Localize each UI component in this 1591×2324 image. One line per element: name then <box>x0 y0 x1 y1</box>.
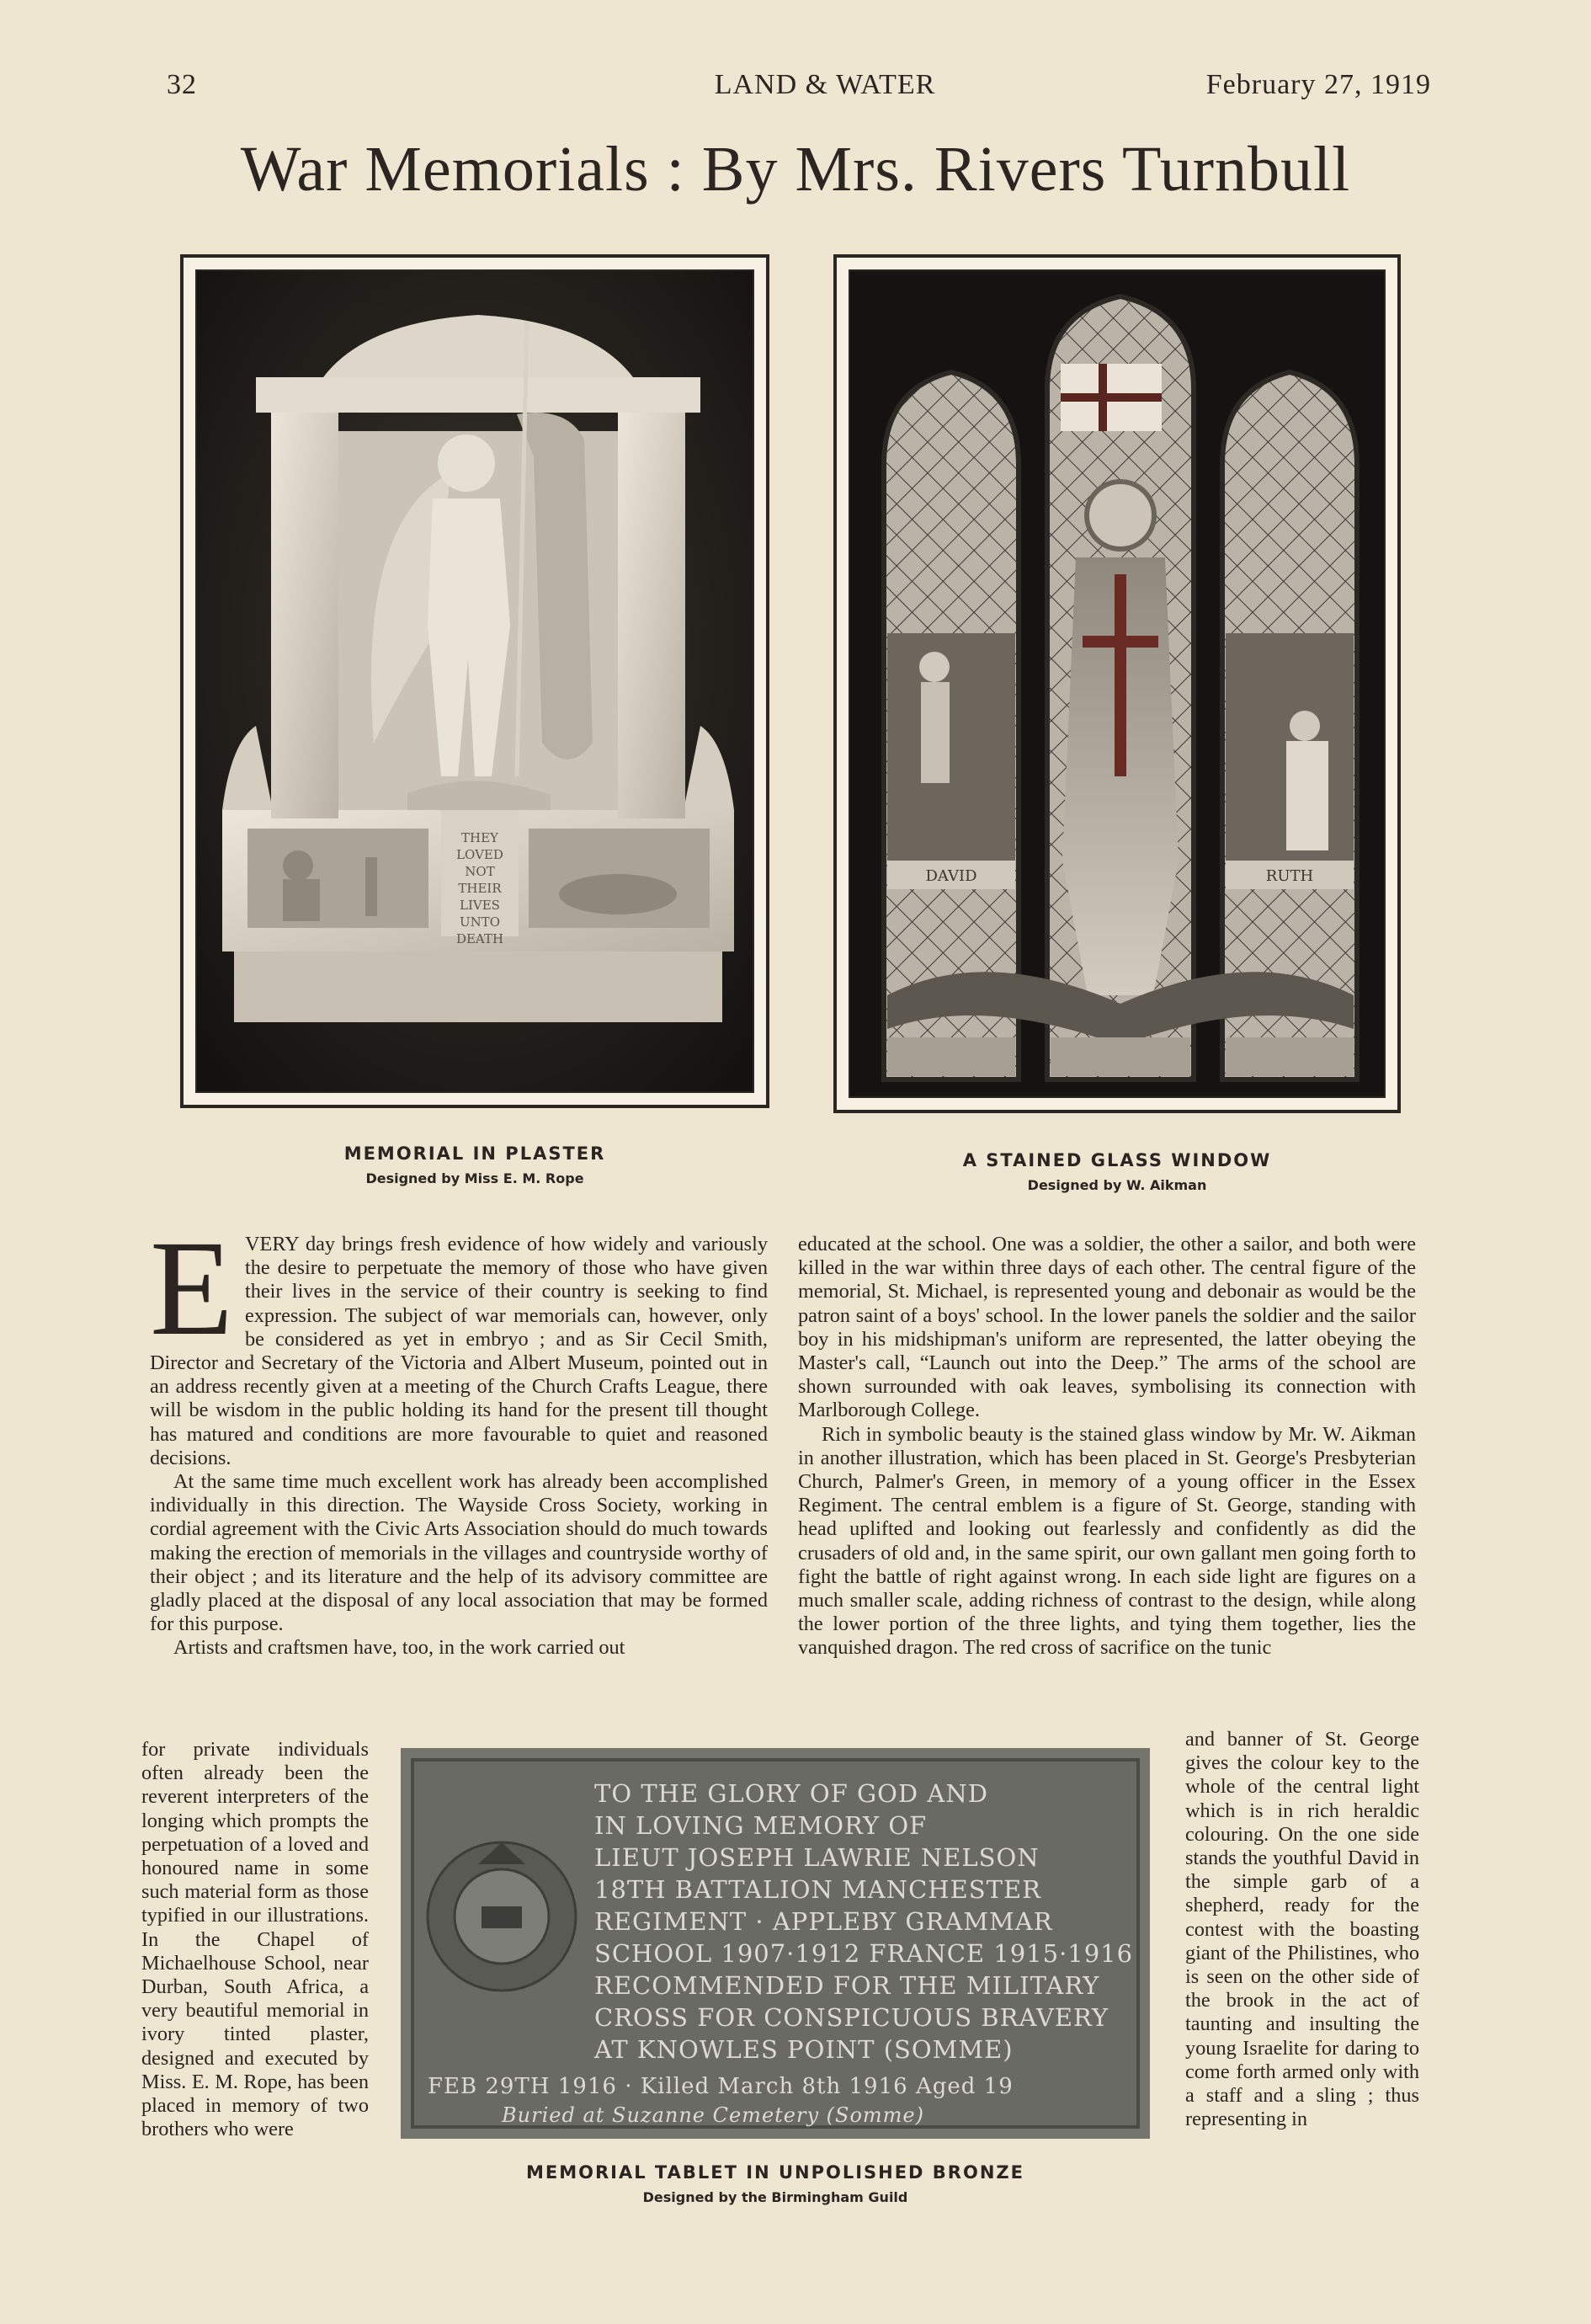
article-paragraph: Artists and craftsmen have, too, in the work carried out <box>173 1636 625 1660</box>
plaster-caption <box>180 1143 769 1186</box>
tablet-caption <box>401 2162 1150 2205</box>
tablet-caption-credit: Designed by the Birmingham Guild <box>642 2189 908 2205</box>
tablet-line: CROSS FOR CONSPICUOUS BRAVERY <box>594 2003 1109 2032</box>
stained-glass-photo <box>833 254 1401 1113</box>
article-column-narrow-right <box>1185 1728 1419 2131</box>
plaster-memorial-image <box>197 271 754 1093</box>
window-caption <box>833 1150 1401 1193</box>
magazine-name: LAND & WATER <box>714 69 936 100</box>
tablet-line: Buried at Suzanne Cemetery (Somme) <box>502 2103 924 2127</box>
article-paragraph: educated at the school. One was a soldier, the other a sailor, and both were killed in the war within three days of each other. The central figure of the memorial, St. Michael, is represented young and debonair as would be the patron saint of a boys' school. In the lower panels the soldier and the sailor boy in his midshipman's uniform are represented, the latter obeying the Master's call, “Launch out into the Deep.” The arms of the school are shown surrounded with oak leaves, symbolising its connection with Marlborough College. <box>798 1233 1416 1422</box>
window-caption-credit: Designed by W. Aikman <box>1027 1177 1207 1193</box>
page-number: 32 <box>167 69 197 100</box>
article-column-right <box>798 1233 1416 1660</box>
article-paragraph: for private individuals often already been the reverent interpreters of the longing which prompts the perpetuation of a loved and honoured name in some such material form as those typified in our illustrations. In the Chapel of Michaelhouse School, near Durban, South Africa, a very beautiful memorial in ivory tinted plaster, designed and executed by Miss. E. M. Rope, has been placed in memory of two brothers who were <box>141 1738 369 2141</box>
tablet-line: IN LOVING MEMORY OF <box>594 1811 928 1840</box>
tablet-line: RECOMMENDED FOR THE MILITARY <box>594 1971 1100 2000</box>
window-caption-title: A STAINED GLASS WINDOW <box>962 1150 1272 1170</box>
tablet-line: REGIMENT · APPLEBY GRAMMAR <box>594 1907 1053 1936</box>
plaster-memorial-photo <box>180 254 769 1108</box>
drop-cap: E <box>150 1213 233 1364</box>
article-paragraph: At the same time much excellent work has already been accomplished individually in this direction. The Wayside Cross Society, working in cordial agreement with the Civic Arts Association should do much towards making the erection of memorials in the villages and countryside worthy of their object ; and its literature and the help of its advisory committee are gladly placed at the disposal of any local association that may be formed for this purpose. <box>150 1470 768 1636</box>
tablet-line: LIEUT JOSEPH LAWRIE NELSON <box>594 1843 1040 1872</box>
article-column-narrow-left <box>141 1738 369 2141</box>
stained-glass-image <box>850 271 1386 1098</box>
article-paragraph: EVERY day brings fresh evidence of how widely and variously the desire to perpetuate the memory of those who have given their lives in the service of their country is seeking to find expression. The subject of war memorials can, however, only be considered as yet in embryo ; and as Sir Cecil Smith, Director and Secretary of the Victoria and Albert Museum, pointed out in an address recently given at a meeting of the Church Crafts League, there will be wisdom in the public holding its hand for the present till thought has matured and conditions are more favourable to quiet and reasoned decisions. <box>150 1213 768 1469</box>
article-paragraph: and banner of St. George gives the colour key to the whole of the central light which is in rich heraldic colouring. On the one side stands the youthful David in the simple garb of a shepherd, ready for the contest with the boasting giant of the Philistines, who is seen on the other side of the brook in the act of taunting and insulting the young Israelite for daring to come forth armed only with a staff and a sling ; thus representing in <box>1185 1728 1419 2131</box>
tablet-line: 18TH BATTALION MANCHESTER <box>594 1875 1041 1904</box>
window-panel-label-right: RUTH <box>1265 867 1314 885</box>
bronze-tablet-image <box>401 1748 1150 2139</box>
bronze-tablet-photo <box>401 1748 1150 2139</box>
plaster-caption-credit: Designed by Miss E. M. Rope <box>365 1170 584 1186</box>
article-column-left <box>150 1213 768 1660</box>
tablet-line: TO THE GLORY OF GOD AND <box>594 1779 988 1808</box>
article-paragraph: Rich in symbolic beauty is the stained glass window by Mr. W. Aikman in another illustration, which has been placed in St. George's Presbyterian Church, Palmer's Green, in memory of a young officer in the Essex Regiment. The central emblem is a figure of St. George, standing with head uplifted and looking out fearlessly and confidently as did the crusaders of old and, in the same spirit, our own gallant men going forth to fight the battle of right against wrong. In each side light are figures on a much smaller scale, adding richness of contrast to the design, while along the lower portion of the three lights, and tying them together, lies the vanquished dragon. The red cross of sacrifice on the tunic <box>798 1422 1416 1660</box>
tablet-line: SCHOOL 1907·1912 FRANCE 1915·1916 <box>594 1939 1134 1968</box>
tablet-caption-title: MEMORIAL TABLET IN UNPOLISHED BRONZE <box>526 2162 1024 2183</box>
window-panel-label-left: DAVID <box>925 867 977 885</box>
tablet-line: FEB 29TH 1916 · Killed March 8th 1916 Aged 19 <box>428 2074 1014 2099</box>
tablet-line: AT KNOWLES POINT (SOMME) <box>594 2035 1014 2064</box>
plaster-inscription: THEY LOVED NOT THEIR LIVES UNTO DEATH <box>455 830 504 946</box>
plaster-caption-title: MEMORIAL IN PLASTER <box>343 1143 606 1164</box>
article-title: War Memorials : By Mrs. Rivers Turnbull <box>240 134 1351 205</box>
publication-date: February 27, 1919 <box>1205 69 1431 100</box>
